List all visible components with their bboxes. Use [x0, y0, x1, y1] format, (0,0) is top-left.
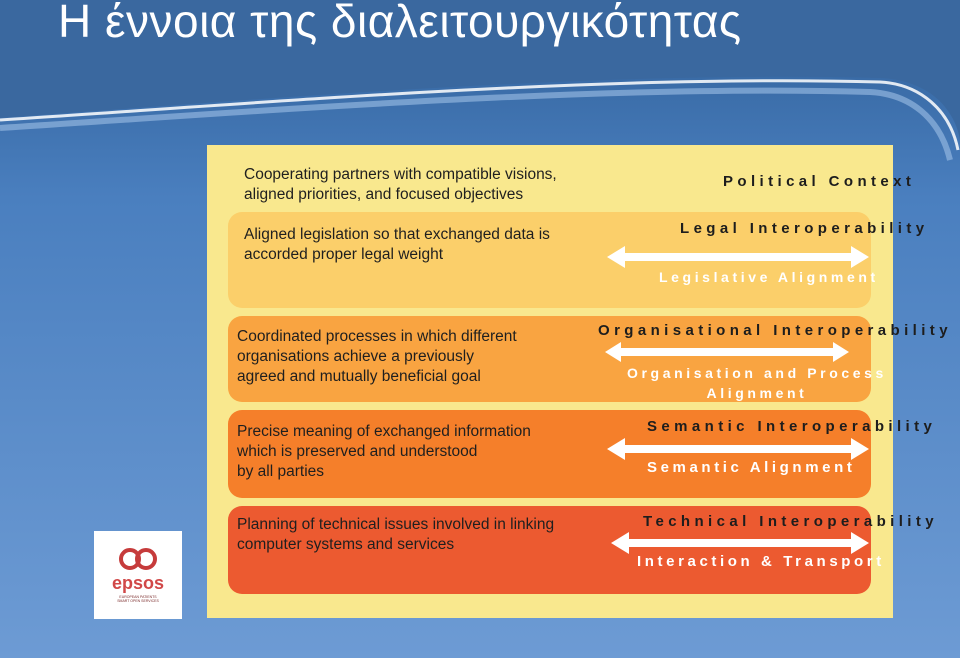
legal-description: Aligned legislation so that exchanged data is accorded proper legal weight [244, 226, 550, 263]
legislative-alignment-label: Legislative Alignment [659, 269, 879, 285]
semantic-alignment-arrow [607, 437, 869, 461]
interaction-transport-arrow [611, 531, 869, 555]
semantic-interoperability-label: Semantic Interoperability [647, 418, 937, 435]
epsos-logo-mark-icon [116, 547, 160, 571]
interoperability-diagram [207, 145, 952, 618]
epsos-logo-text: epsos [111, 573, 165, 593]
legal-alignment-arrow [607, 245, 869, 269]
organisational-description: Coordinated processes in which different organisations achieve a previously agreed and mutually beneficial goal [237, 328, 517, 385]
organisation-process-alignment-label: Organisation and Process Alignment [627, 365, 887, 401]
semantic-description: Precise meaning of exchanged information which is preserved and understood by all parties [237, 423, 531, 480]
epsos-logo-tagline: EUROPEAN PATIENTS SMART OPEN SERVICES [117, 595, 159, 603]
interaction-transport-label: Interaction & Transport [637, 553, 885, 570]
epsos-logo [94, 531, 182, 619]
political-context-label: Political Context [723, 173, 916, 190]
technical-interoperability-label: Technical Interoperability [643, 513, 939, 530]
technical-description: Planning of technical issues involved in linking computer systems and services [237, 516, 555, 553]
political-description: Cooperating partners with compatible visions, aligned priorities, and focused objectives [244, 166, 557, 203]
slide-title: Η έννοια της διαλειτουργικότητας [58, 0, 742, 47]
legal-interoperability-label: Legal Interoperability [680, 220, 929, 237]
semantic-alignment-label: Semantic Alignment [647, 459, 856, 476]
organisational-interoperability-label: Organisational Interoperability [598, 322, 952, 339]
organisation-alignment-arrow [605, 341, 849, 363]
